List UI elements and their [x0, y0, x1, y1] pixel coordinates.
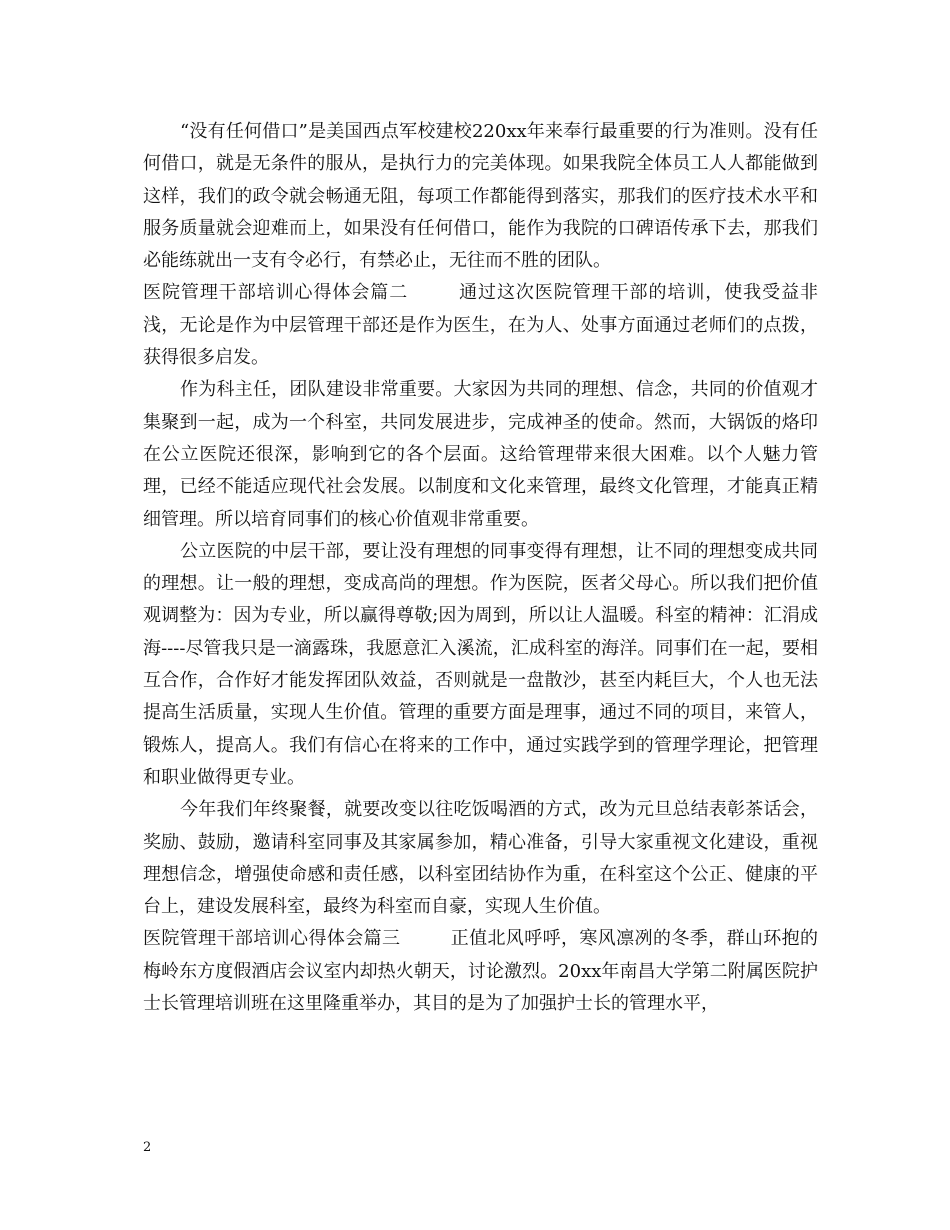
section-heading-part-three: 医院管理干部培训心得体会篇三 [143, 928, 401, 950]
document-body [143, 116, 818, 1020]
paragraph-3: 作为科主任，团队建设非常重要。大家因为共同的理想、信念，共同的价值观才集聚到一起，成为一个科室，共同发展进步，完成神圣的使命。然而，大锅饭的烙印在公立医院还很深，影响到它的各个层面。这给管理带来很大困难。以个人魅力管理，已经不能适应现代社会发展。以制度和文化来管理，最终文化管理，才能真正精细管理。所以培育同事们的核心价值观非常重要。 [143, 379, 818, 530]
paragraph-4: 公立医院的中层干部，要让没有理想的同事变得有理想，让不同的理想变成共同的理想。让一般的理想，变成高尚的理想。作为医院，医者父母心。所以我们把价值观调整为：因为专业，所以赢得尊敬;因为周到，所以让人温暖。科室的精神：汇涓成海----尽管我只是一滴露珠，我愿意汇入溪流，汇成科室的海洋。同事们在一起，要相互合作，合作好才能发挥团队效益，否则就是一盘散沙，甚至内耗巨大，个人也无法提高生活质量，实现人生价值。管理的重要方面是理事，通过不同的项目，来管人，锻炼人，提高人。我们有信心在将来的工作中，通过实践学到的管理学理论，把管理和职业做得更专业。 [143, 540, 818, 788]
paragraph-2-text: 通过这次医院管理干部的培训，使我受益非浅，无论是作为中层管理干部还是作为医生，在为人、处事方面通过老师们的点拨，获得很多启发。 [143, 282, 819, 369]
section-heading-part-two: 医院管理干部培训心得体会篇二 [143, 282, 409, 304]
paragraph-6-text: 正值北风呼呼，寒风凛冽的冬季，群山环抱的梅岭东方度假酒店会议室内却热火朝天，讨论激烈。20xx年南昌大学第二附属医院护士长管理培训班在这里隆重举办，其目的是为了加强护士长的管理水平， [143, 928, 819, 1015]
paragraph-2 [143, 277, 818, 374]
paragraph-6 [143, 923, 818, 1020]
paragraph-1: “没有任何借口”是美国西点军校建校220xx年来奉行最重要的行为准则。没有任何借口，就是无条件的服从，是执行力的完美体现。如果我院全体员工人人都能做到这样，我们的政令就会畅通无阻，每项工作都能得到落实，那我们的医疗技术水平和服务质量就会迎难而上，如果没有任何借口，能作为我院的口碑语传承下去，那我们必能练就出一支有令必行，有禁必止，无往而不胜的团队。 [143, 121, 818, 272]
paragraph-5: 今年我们年终聚餐，就要改变以往吃饭喝酒的方式，改为元旦总结表彰茶话会，奖励、鼓励，邀请科室同事及其家属参加，精心准备，引导大家重视文化建设，重视理想信念，增强使命感和责任感，以科室团结协作为重，在科室这个公正、健康的平台上，建设发展科室，最终为科室而自豪，实现人生价值。 [143, 799, 818, 918]
page-number: 2 [143, 1140, 152, 1155]
